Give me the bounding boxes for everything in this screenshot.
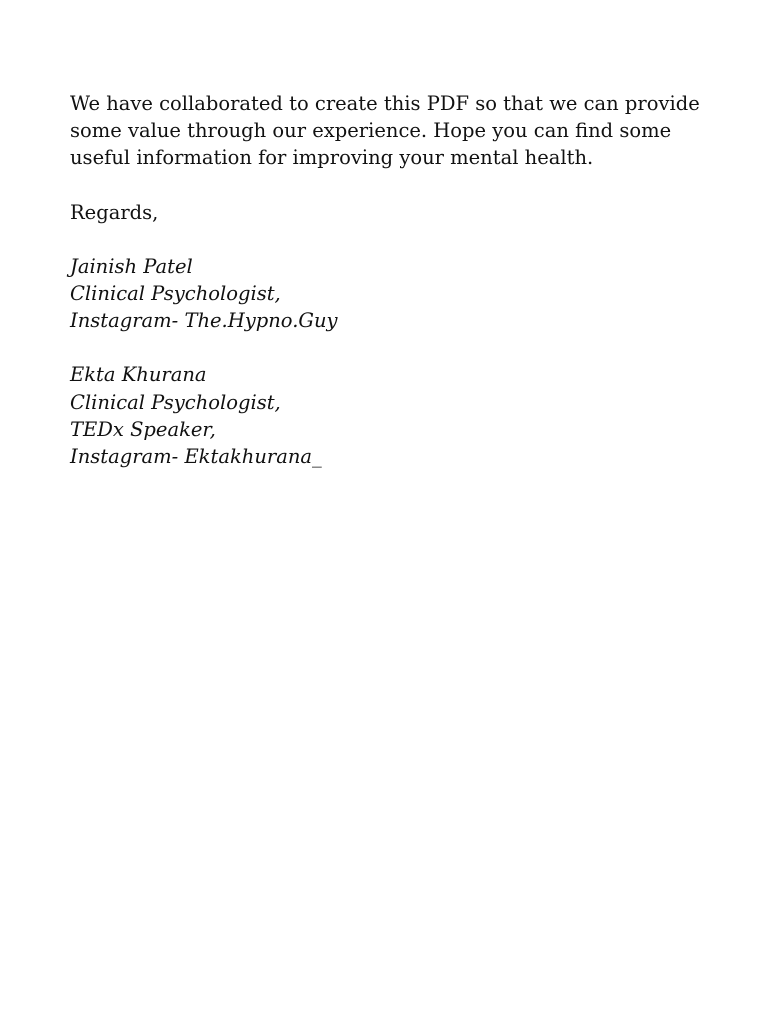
closing-text: Regards, xyxy=(70,200,159,224)
signature-name: Ekta Khurana xyxy=(70,363,207,387)
signature-instagram: Instagram- Ektakhurana_ xyxy=(70,445,322,469)
signature-instagram: Instagram- The.Hypno.Guy xyxy=(70,309,338,333)
signature-block-1 xyxy=(70,253,728,335)
signature-name: Jainish Patel xyxy=(70,254,193,278)
signature-extra: TEDx Speaker, xyxy=(70,417,216,441)
signature-title: Clinical Psychologist, xyxy=(70,282,281,306)
signature-title: Clinical Psychologist, xyxy=(70,390,281,414)
intro-paragraph: We have collaborated to create this PDF so that we can provide some value through our experience. Hope you can find some useful information for improving your mental health. xyxy=(70,92,700,170)
signature-block-2 xyxy=(70,361,728,470)
